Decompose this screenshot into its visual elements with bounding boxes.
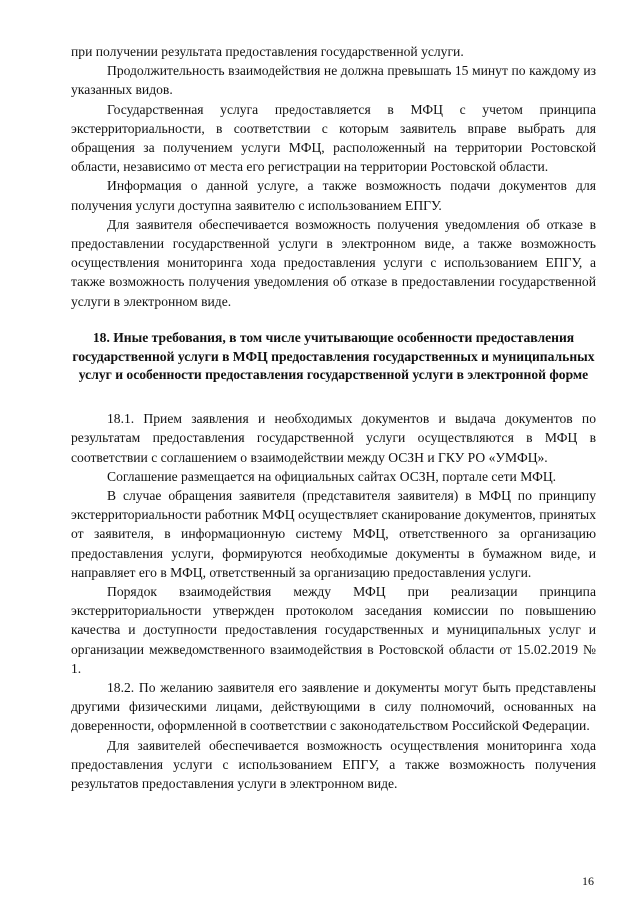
paragraph: 18.1. Прием заявления и необходимых документов и выдача документов по результатам предоставления государственной услуги осуществляются в МФЦ в соответствии с соглашением о взаимодействии между ОСЗН и ГКУ РО «УМФЦ». [71,411,596,465]
paragraph: Порядок взаимодействия между МФЦ при реализации принципа экстерриториальности утвержден протоколом заседания комиссии по повышению качества и доступности предоставления государственных и муниципальных услуг и организации межведомственного взаимодействия в Ростовской области от 15.02.2019 № 1. [71,584,596,676]
page-number: 16 [582,874,594,888]
paragraph: Соглашение размещается на официальных сайтах ОСЗН, портале сети МФЦ. [107,468,557,484]
document-body [71,42,596,793]
paragraph: Государственная услуга предоставляется в МФЦ с учетом принципа экстерриториальности, в соответствии с которым заявитель вправе выбрать для обращения за получением услуги МФЦ, расположенный на территории Ростовской области, независимо от места его регистрации на территории Ростовской области. [71,101,596,175]
paragraph: Для заявителя обеспечивается возможность получения уведомления об отказе в предоставлении государственной услуги в электронном виде, а также возможность осуществления мониторинга хода предоставления услуги с использованием ЕПГУ, а также возможность получения уведомления об отказе в предоставлении государственной услуги в электронном виде. [71,216,596,309]
paragraph: при получении результата предоставления государственной услуги. [71,44,464,59]
paragraph: Информация о данной услуге, а также возможность подачи документов для получения услуги доступна заявителю с использованием ЕПГУ. [71,178,596,213]
paragraph: Продолжительность взаимодействия не должна превышать 15 минут по каждому из указанных видов. [71,63,596,98]
paragraph: 18.2. По желанию заявителя его заявление и документы могут быть представлены другими физическими лицами, действующими в силу полномочий, основанных на доверенности, оформленной в соответствии с законодательством Российской Федерации. [71,680,596,734]
section-heading: 18. Иные требования, в том числе учитывающие особенности предоставления государственной услуги в МФЦ предоставления государственных и муниципальных услуг и особенности предоставления государственной услуги в электронной форме [72,329,595,383]
paragraph: Для заявителей обеспечивается возможность осуществления мониторинга хода предоставления услуги с использованием ЕПГУ, а также возможность получения результатов предоставления услуги в электронном виде. [71,737,596,792]
paragraph: В случае обращения заявителя (представителя заявителя) в МФЦ по принципу экстерриториальности работник МФЦ осуществляет сканирование документов, принятых от заявителя, в информационную систему МФЦ, ответственного за организацию предоставления услуги, формируются необходимые документы в бумажном виде, и направляет его в МФЦ, ответственный за организацию предоставления услуги. [71,488,596,580]
